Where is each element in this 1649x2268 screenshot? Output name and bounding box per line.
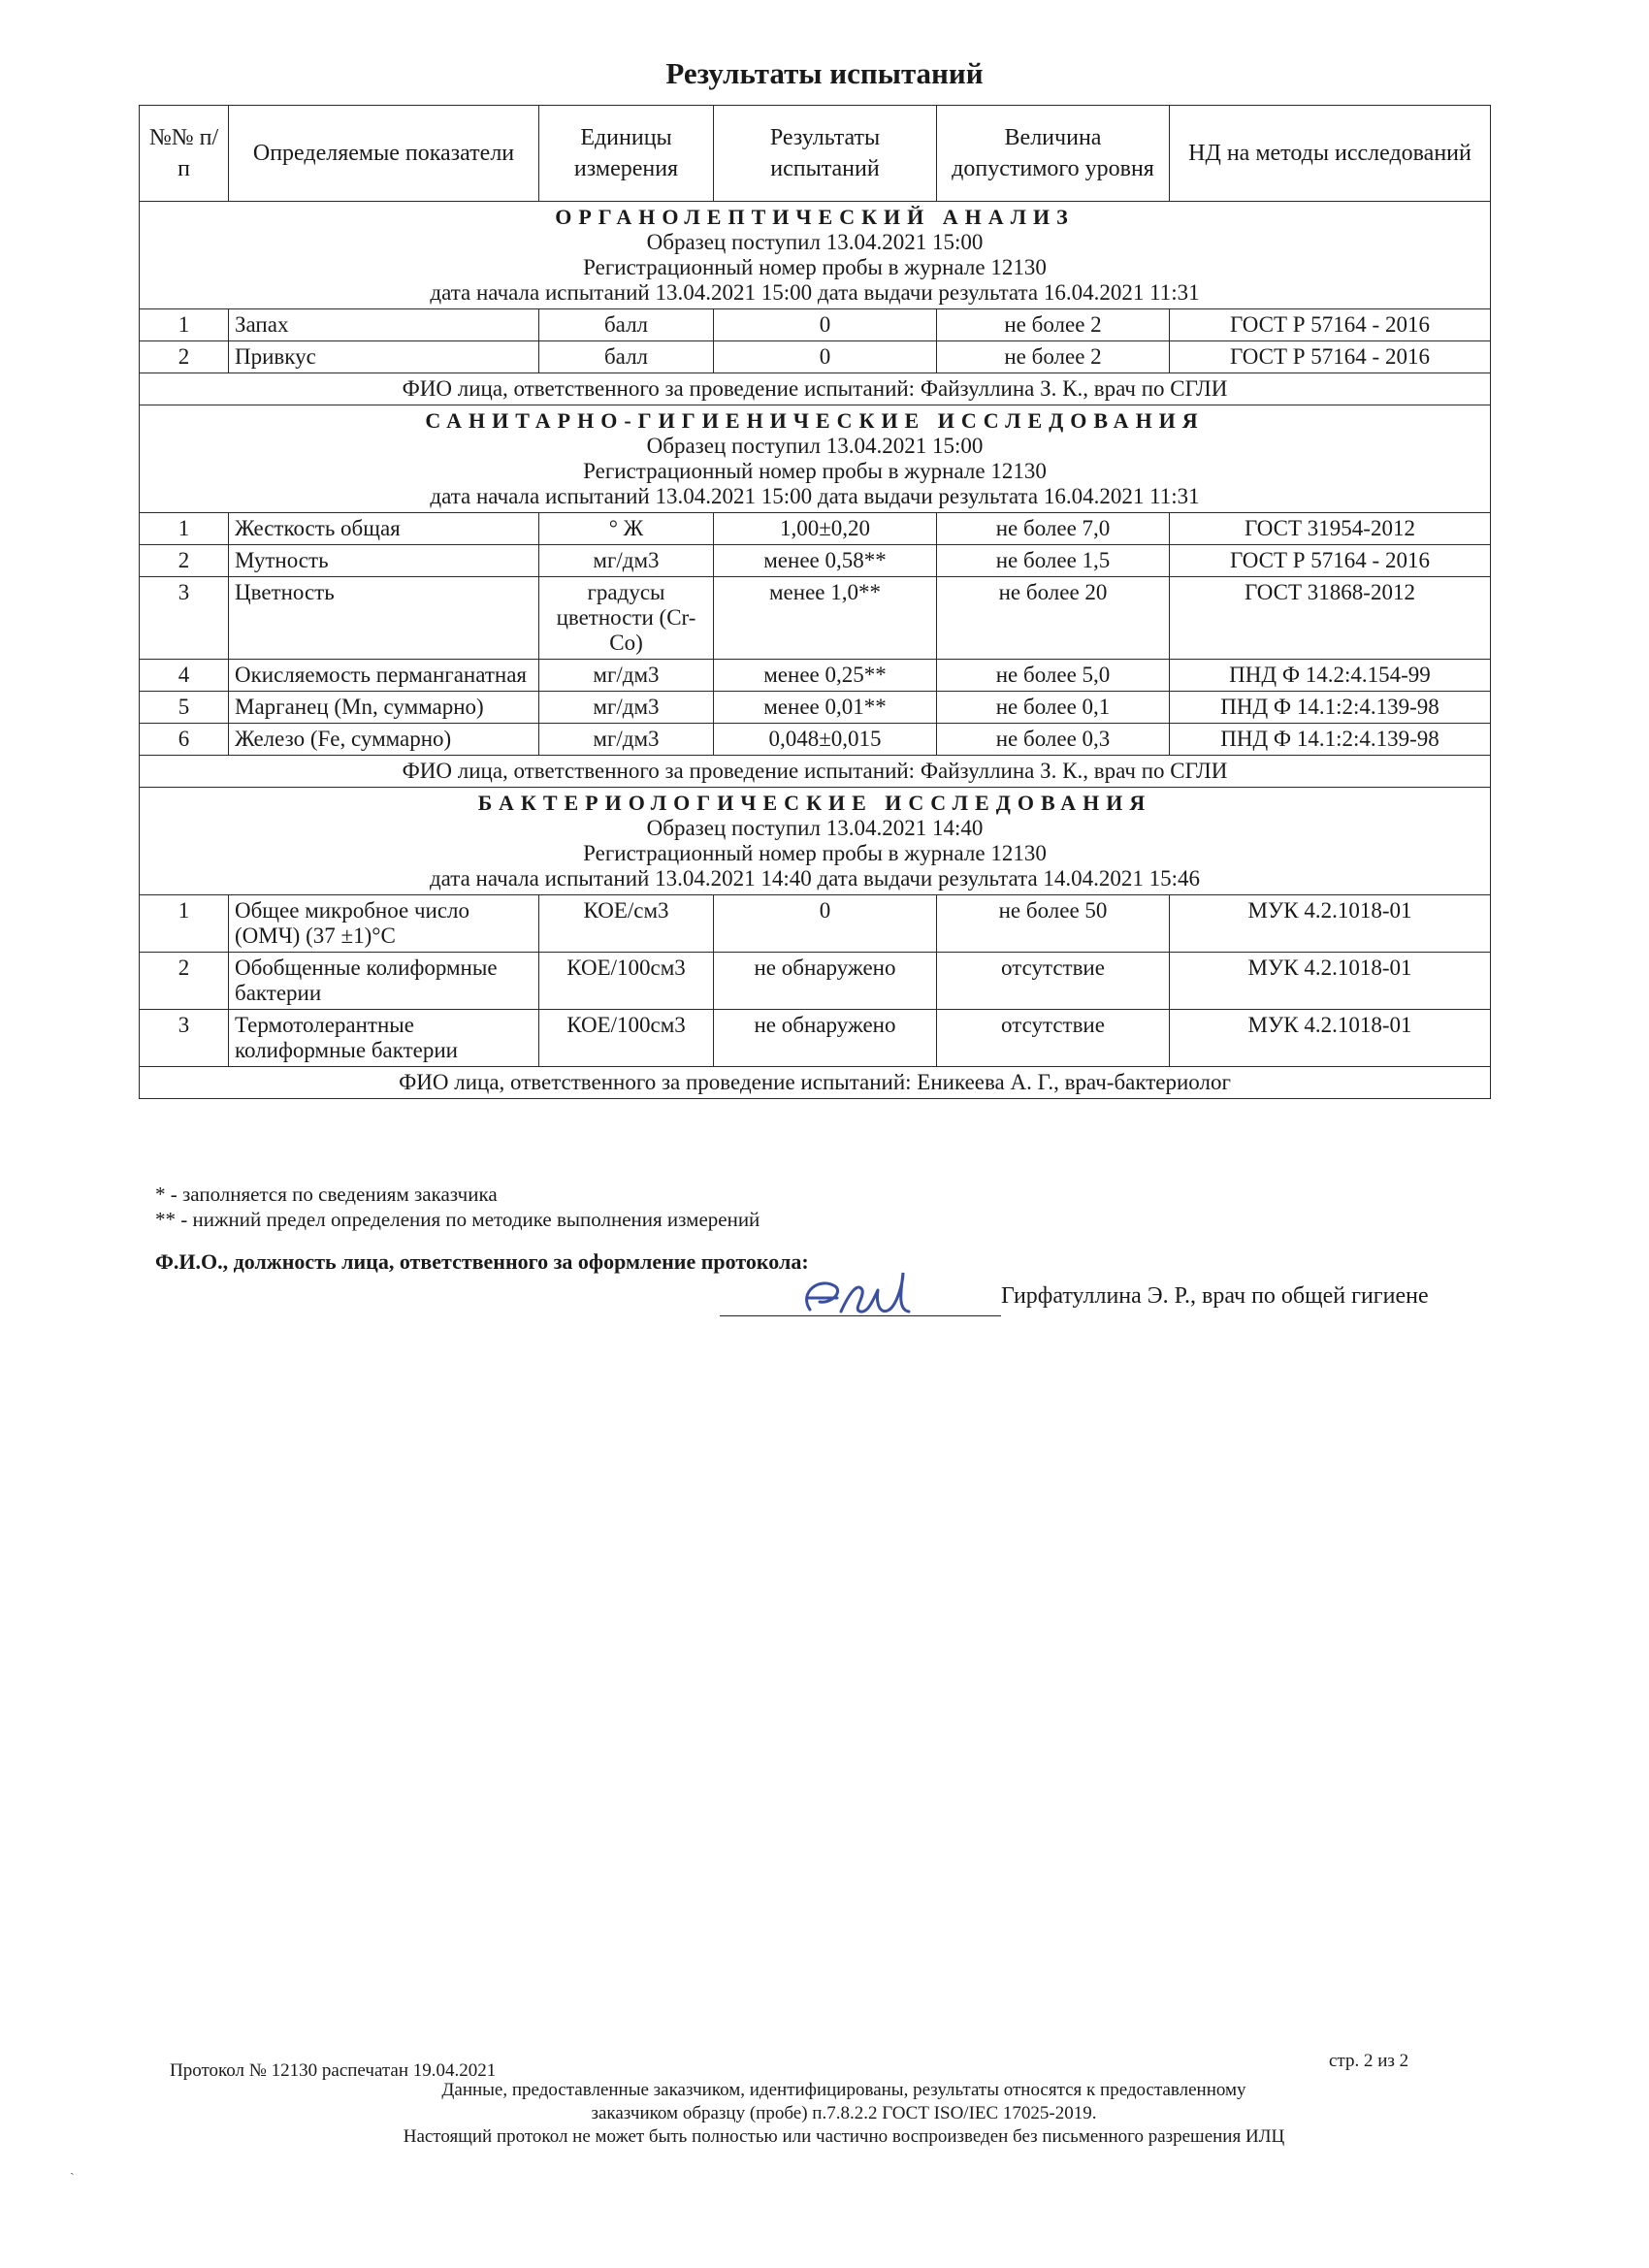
row-number: 2 xyxy=(140,953,229,1010)
signatory-label: Ф.И.О., должность лица, ответственного за оформление протокола: xyxy=(155,1249,809,1274)
sample-received: Образец поступил 13.04.2021 15:00 xyxy=(646,434,984,458)
result-cell: 0 xyxy=(714,341,937,373)
unit-cell: мг/дм3 xyxy=(539,692,714,724)
unit-cell: балл xyxy=(539,341,714,373)
section-title: САНИТАРНО-ГИГИЕНИЧЕСКИЕ ИССЛЕДОВАНИЯ xyxy=(425,408,1205,433)
unit-cell: мг/дм3 xyxy=(539,660,714,692)
header-row xyxy=(140,106,1491,202)
indicator-cell: Железо (Fe, суммарно) xyxy=(229,724,539,756)
responsible-row xyxy=(140,756,1491,788)
limit-cell: не более 2 xyxy=(937,309,1170,341)
method-cell: ГОСТ Р 57164 - 2016 xyxy=(1170,309,1491,341)
method-cell: МУК 4.2.1018-01 xyxy=(1170,1010,1491,1067)
signature-line xyxy=(720,1315,1001,1316)
indicator-cell: Термотолерантные колиформные бактерии xyxy=(229,1010,539,1067)
method-cell: ГОСТ Р 57164 - 2016 xyxy=(1170,341,1491,373)
table-row xyxy=(140,1010,1491,1067)
disclaimer-line-3: Настоящий протокол не может быть полностью или частично воспроизведен без письменного разрешения ИЛЦ xyxy=(403,2126,1285,2147)
column-header-number: №№ п/п xyxy=(140,106,229,202)
limit-cell: не более 7,0 xyxy=(937,513,1170,545)
unit-cell: КОЕ/см3 xyxy=(539,895,714,953)
method-cell: ПНД Ф 14.1:2:4.139-98 xyxy=(1170,692,1491,724)
result-cell: не обнаружено xyxy=(714,953,937,1010)
result-cell: менее 0,58** xyxy=(714,545,937,577)
result-cell: менее 0,01** xyxy=(714,692,937,724)
indicator-cell: Мутность xyxy=(229,545,539,577)
unit-cell: мг/дм3 xyxy=(539,545,714,577)
result-cell: не обнаружено xyxy=(714,1010,937,1067)
method-cell: ПНД Ф 14.2:4.154-99 xyxy=(1170,660,1491,692)
limit-cell: не более 0,3 xyxy=(937,724,1170,756)
scan-mark: ˏ xyxy=(70,2161,75,2176)
disclaimer-line-2: заказчиком образцу (пробе) п.7.8.2.2 ГОСТ ISO/IEC 17025-2019. xyxy=(591,2103,1097,2123)
registration-number: Регистрационный номер пробы в журнале 12130 xyxy=(583,841,1047,865)
row-number: 5 xyxy=(140,692,229,724)
responsible-person: ФИО лица, ответственного за проведение испытаний: Еникеева А. Г., врач-бактериолог xyxy=(140,1067,1491,1099)
table-row xyxy=(140,724,1491,756)
responsible-person: ФИО лица, ответственного за проведение испытаний: Файзуллина З. К., врач по СГЛИ xyxy=(140,756,1491,788)
table-row xyxy=(140,513,1491,545)
sample-received: Образец поступил 13.04.2021 14:40 xyxy=(646,816,984,840)
table-body xyxy=(140,202,1491,1099)
table-row xyxy=(140,953,1491,1010)
row-number: 4 xyxy=(140,660,229,692)
method-cell: ГОСТ Р 57164 - 2016 xyxy=(1170,545,1491,577)
row-number: 2 xyxy=(140,545,229,577)
document-title: Результаты испытаний xyxy=(665,56,984,90)
responsible-row xyxy=(140,373,1491,405)
section-header xyxy=(140,202,1491,309)
limit-cell: отсутствие xyxy=(937,953,1170,1010)
sample-received: Образец поступил 13.04.2021 15:00 xyxy=(646,230,984,254)
table-row xyxy=(140,577,1491,660)
signatory-name: Гирфатуллина Э. Р., врач по общей гигиене xyxy=(1001,1283,1429,1309)
limit-cell: отсутствие xyxy=(937,1010,1170,1067)
result-cell: менее 1,0** xyxy=(714,577,937,660)
test-dates: дата начала испытаний 13.04.2021 15:00 дата выдачи результата 16.04.2021 11:31 xyxy=(430,280,1200,305)
limit-cell: не более 50 xyxy=(937,895,1170,953)
unit-cell: КОЕ/100см3 xyxy=(539,1010,714,1067)
method-cell: ГОСТ 31954-2012 xyxy=(1170,513,1491,545)
results-table xyxy=(139,105,1491,1099)
table-row xyxy=(140,895,1491,953)
unit-cell: балл xyxy=(539,309,714,341)
test-dates: дата начала испытаний 13.04.2021 15:00 дата выдачи результата 16.04.2021 11:31 xyxy=(430,484,1200,508)
unit-cell: градусы цветности (Cr-Co) xyxy=(539,577,714,660)
disclaimer-line-1: Данные, предоставленные заказчиком, идентифицированы, результаты относятся к предоставленному xyxy=(441,2080,1246,2100)
result-cell: 0 xyxy=(714,895,937,953)
indicator-cell: Марганец (Mn, суммарно) xyxy=(229,692,539,724)
indicator-cell: Жесткость общая xyxy=(229,513,539,545)
row-number: 3 xyxy=(140,1010,229,1067)
protocol-print-info: Протокол № 12130 распечатан 19.04.2021 xyxy=(170,2060,497,2081)
section-title: ОРГАНОЛЕПТИЧЕСКИЙ АНАЛИЗ xyxy=(555,205,1075,229)
indicator-cell: Привкус xyxy=(229,341,539,373)
test-dates: дата начала испытаний 13.04.2021 14:40 дата выдачи результата 14.04.2021 15:46 xyxy=(429,866,1201,891)
indicator-cell: Обобщенные колиформные бактерии xyxy=(229,953,539,1010)
limit-cell: не более 1,5 xyxy=(937,545,1170,577)
section-title: БАКТЕРИОЛОГИЧЕСКИЕ ИССЛЕДОВАНИЯ xyxy=(477,791,1152,815)
column-header-result: Результаты испытаний xyxy=(714,106,937,202)
column-header-limit: Величина допустимого уровня xyxy=(937,106,1170,202)
indicator-cell: Окисляемость перманганатная xyxy=(229,660,539,692)
section-header-row xyxy=(140,788,1491,895)
section-header-row xyxy=(140,405,1491,513)
page-number: стр. 2 из 2 xyxy=(1329,2051,1409,2071)
row-number: 1 xyxy=(140,895,229,953)
row-number: 6 xyxy=(140,724,229,756)
handwritten-signature xyxy=(781,1261,951,1334)
disclaimer xyxy=(310,2079,1377,2149)
table-row xyxy=(140,309,1491,341)
column-header-indicator: Определяемые показатели xyxy=(229,106,539,202)
table-row xyxy=(140,545,1491,577)
limit-cell: не более 0,1 xyxy=(937,692,1170,724)
method-cell: МУК 4.2.1018-01 xyxy=(1170,895,1491,953)
method-cell: МУК 4.2.1018-01 xyxy=(1170,953,1491,1010)
table-row xyxy=(140,692,1491,724)
indicator-cell: Общее микробное число (ОМЧ) (37 ±1)°С xyxy=(229,895,539,953)
limit-cell: не более 5,0 xyxy=(937,660,1170,692)
row-number: 3 xyxy=(140,577,229,660)
registration-number: Регистрационный номер пробы в журнале 12130 xyxy=(583,255,1047,279)
footnote-detection-limit: ** - нижний предел определения по методике выполнения измерений xyxy=(155,1208,760,1231)
row-number: 1 xyxy=(140,309,229,341)
unit-cell: ° Ж xyxy=(539,513,714,545)
responsible-person: ФИО лица, ответственного за проведение испытаний: Файзуллина З. К., врач по СГЛИ xyxy=(140,373,1491,405)
table-row xyxy=(140,660,1491,692)
row-number: 2 xyxy=(140,341,229,373)
indicator-cell: Цветность xyxy=(229,577,539,660)
section-header xyxy=(140,788,1491,895)
table-header xyxy=(140,106,1491,202)
section-header-row xyxy=(140,202,1491,309)
footnote-customer: * - заполняется по сведениям заказчика xyxy=(155,1183,498,1206)
registration-number: Регистрационный номер пробы в журнале 12130 xyxy=(583,459,1047,483)
unit-cell: КОЕ/100см3 xyxy=(539,953,714,1010)
unit-cell: мг/дм3 xyxy=(539,724,714,756)
limit-cell: не более 20 xyxy=(937,577,1170,660)
method-cell: ГОСТ 31868-2012 xyxy=(1170,577,1491,660)
section-header xyxy=(140,405,1491,513)
table-row xyxy=(140,341,1491,373)
result-cell: 0 xyxy=(714,309,937,341)
result-cell: 0,048±0,015 xyxy=(714,724,937,756)
column-header-unit: Единицы измерения xyxy=(539,106,714,202)
result-cell: 1,00±0,20 xyxy=(714,513,937,545)
responsible-row xyxy=(140,1067,1491,1099)
method-cell: ПНД Ф 14.1:2:4.139-98 xyxy=(1170,724,1491,756)
limit-cell: не более 2 xyxy=(937,341,1170,373)
indicator-cell: Запах xyxy=(229,309,539,341)
row-number: 1 xyxy=(140,513,229,545)
footnotes xyxy=(155,1182,760,1232)
column-header-method: НД на методы исследований xyxy=(1170,106,1491,202)
result-cell: менее 0,25** xyxy=(714,660,937,692)
